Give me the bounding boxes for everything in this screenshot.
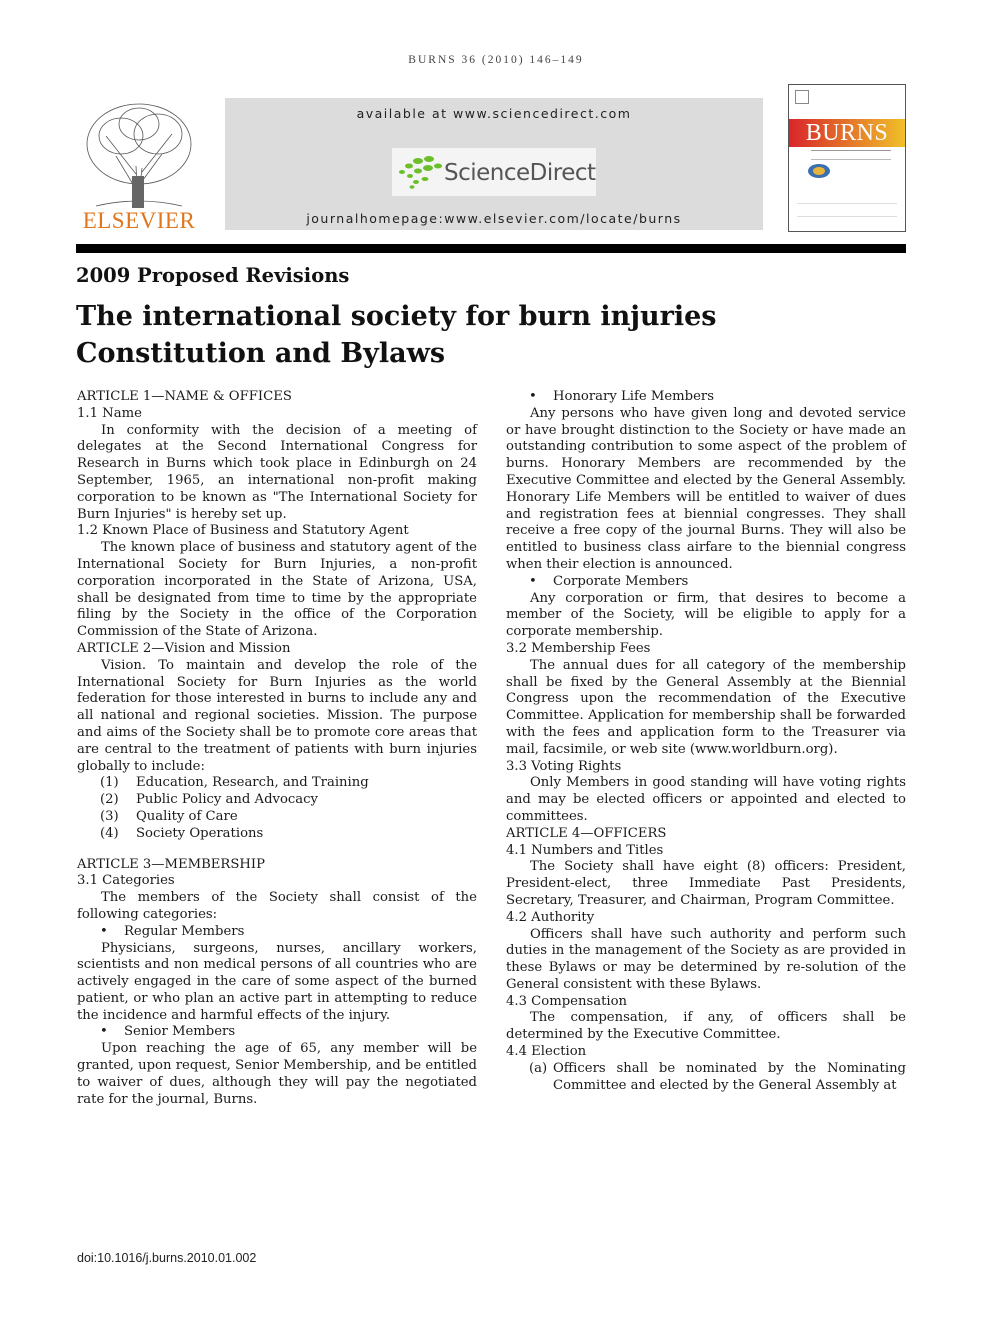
article-1-heading: ARTICLE 1—NAME & OFFICES — [77, 389, 292, 404]
available-at-text[interactable]: available at www.sciencedirect.com — [356, 106, 632, 121]
section-1-1-body: In conformity with the decision of a meeting of delegates at the Second International Congress for Research in Burns which took place in Edinburgh on 24 September, 1965, an international non-profit making corporation to be known as "The International Society for Burn Injuries" is hereby set up. — [77, 422, 477, 522]
honorary-members-bullet: • Honorary Life Members — [529, 389, 714, 404]
regular-members-body: Physicians, surgeons, nurses, ancillary workers, scientists and non medical persons of all countries who are actively engaged in the care of some aspect of the burned patient, or who plan an active part in attempting to reduce the incidence and harmful effects of the injury. — [77, 940, 477, 1023]
journal-reference: BURNS 36 (2010) 146–149 — [408, 54, 584, 66]
section-4-1-heading: 4.1 Numbers and Titles — [506, 842, 664, 858]
section-3-1-heading: 3.1 Categories — [77, 873, 175, 889]
section-1-2-body: The known place of business and statutory agent of the International Society for Burn Injuries, a non-profit corporation incorporated in the State of Arizona, USA, shall be designated from time to time by the appropriate filing by the Society in the office of the Corporation Commission of the State of Arizona. — [77, 540, 477, 640]
cover-emblem-icon — [807, 163, 831, 179]
section-4-2-heading: 4.2 Authority — [506, 909, 595, 925]
honorary-members-body: Any persons who have given long and devoted service or have brought distinction to the Society or have made an outstanding contribution to some aspect of the problem of burns. Honorary Members are recommended by the Executive Committee and elected by the General Assembly. Honorary Life Members will be entitled to waiver of dues and registration fees at biennial congresses. They shall receive a free copy of the journal Burns. They will also be entitled to business class airfare to the biennial congress when their election is announced. — [506, 405, 906, 572]
section-1-1-heading: 1.1 Name — [77, 405, 142, 421]
section-3-1-body: The members of the Society shall consist of the following categories: — [77, 890, 477, 922]
list-item: (2) Public Policy and Advocacy — [100, 792, 318, 808]
journal-cover-thumbnail — [788, 84, 906, 232]
cover-subtitle-lines — [811, 150, 891, 160]
section-3-2-body: The annual dues for all category of the membership shall be fixed by the General Assembly at the Biennial Congress upon the recommendation of the Executive Committee. Application for membership shall be forwarded with the fees and application form to the Treasurer via mail, facsimile, or web site (www.worldburn.org). — [506, 657, 906, 757]
cover-footer-lines — [797, 203, 897, 217]
section-3-2-heading: 3.2 Membership Fees — [506, 640, 651, 656]
corporate-members-bullet: • Corporate Members — [529, 573, 689, 589]
sciencedirect-dots-icon — [396, 154, 444, 192]
core-areas-list — [100, 775, 477, 842]
list-item: (4) Society Operations — [100, 825, 264, 841]
left-column — [77, 389, 477, 1108]
article-title — [76, 298, 906, 372]
corporate-members-body: Any corporation or firm, that desires to become a member of the Society, will be eligible to apply for a corporate membership. — [506, 590, 906, 640]
section-label: 2009 Proposed Revisions — [76, 264, 350, 287]
section-3-3-heading: 3.3 Voting Rights — [506, 758, 622, 774]
doi-footer[interactable]: doi:10.1016/j.burns.2010.01.002 — [77, 1251, 257, 1265]
section-4-3-body: The compensation, if any, of officers shall be determined by the Executive Committee. — [506, 1010, 906, 1043]
title-line-1: The international society for burn injuries — [76, 301, 717, 332]
list-item: (1) Education, Research, and Training — [100, 775, 369, 791]
header-rule — [76, 244, 906, 253]
title-line-2: Constitution and Bylaws — [76, 338, 446, 369]
vision-mission-body: Vision. To maintain and develop the role of the International Society for Burn Injuries as the world federation for those interested in burns to include any and all national and regional societies. Mission. The purpose and aims of the Society shall be to promote core areas that are central to the treatment of patients with burn injuries globally to include: — [77, 657, 477, 774]
journal-homepage-link[interactable]: journalhomepage:www.elsevier.com/locate/burns — [306, 211, 682, 226]
senior-members-bullet: • Senior Members — [100, 1024, 236, 1040]
section-3-3-body: Only Members in good standing will have voting rights and may be elected officers or appointed and elected to committees. — [506, 775, 906, 824]
section-4-4-item-a: (a) Officers shall be nominated by the Nominating Committee and elected by the General Assembly at — [529, 1060, 906, 1093]
cover-title: BURNS — [805, 120, 889, 146]
section-1-2-heading: 1.2 Known Place of Business and Statutory Agent — [77, 523, 409, 539]
sciencedirect-wordmark: ScienceDirect — [444, 160, 596, 186]
section-4-4-heading: 4.4 Election — [506, 1044, 587, 1060]
section-4-3-heading: 4.3 Compensation — [506, 993, 628, 1009]
elsevier-wordmark: ELSEVIER — [82, 208, 196, 233]
list-item: (3) Quality of Care — [100, 808, 238, 824]
section-4-1-body: The Society shall have eight (8) officers: President, President-elect, three Immediate Past Presidents, Secretary, Treasurer, and Chairman, Program Committee. — [506, 859, 906, 908]
right-column — [506, 389, 906, 1094]
cover-elsevier-icon — [795, 90, 809, 104]
article-4-heading: ARTICLE 4—OFFICERS — [506, 825, 667, 841]
section-4-2-body: Officers shall have such authority and perform such duties in the management of the Society as are provided in these Bylaws or may be determined by re-solution of the General consistent with these Bylaws. — [506, 926, 906, 992]
regular-members-bullet: • Regular Members — [100, 923, 245, 939]
article-3-heading: ARTICLE 3—MEMBERSHIP — [77, 856, 265, 872]
article-2-heading: ARTICLE 2—Vision and Mission — [77, 640, 291, 656]
senior-members-body: Upon reaching the age of 65, any member will be granted, upon request, Senior Membership, and be entitled to waiver of dues, although they will pay the negotiated rate for the journal, Burns. — [77, 1041, 477, 1107]
